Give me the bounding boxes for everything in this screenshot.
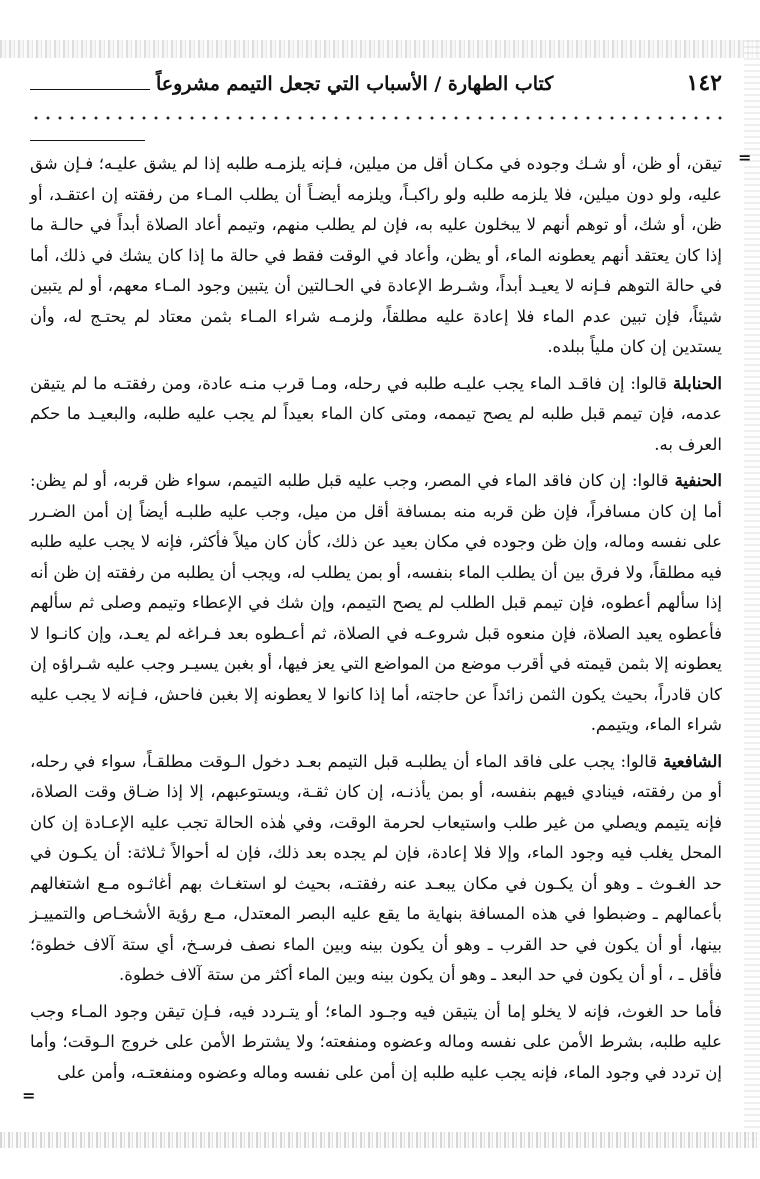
page-number: ١٤٢ <box>686 70 722 96</box>
footnote-text <box>30 149 722 1088</box>
header-title-wrap <box>30 73 553 95</box>
footnote-rule <box>30 140 145 141</box>
paragraph-ghawth <box>30 997 722 1089</box>
school-name-shafii: الشافعية <box>662 751 722 771</box>
dotted-separator <box>30 112 722 124</box>
paragraph-text: فأما حد الغوث، فإنه لا يخلو إما أن يتيقن فيه وجـود الماء؛ أو يتـردد فيه، فـإن تيقن وجود المـاء وجب عليه طلبه، بشرط الأمن على نفسه وماله وعضوه ومنفعته؛ ولا يشترط الأمن على خروج الـوقت؛ وأما إن تردد في وجود الماء، فإنه يجب عليه طلبه إن أمن على نفسه وماله وعضوه ومنفعتـه، وأمن على <box>30 1001 722 1082</box>
school-name-hanafi: الحنفية <box>674 471 722 490</box>
paragraph-text: قالوا: إن كان فاقد الماء في المصر، وجب عليه قبل طلبه التيمم، سواء ظن قربه، أو لم يظن: أما إن كان مسافراً، فإن ظن قربه منه بمسافة أقل من ميل، وجب عليه طلبـه أيضاً إن أمن الضـرر على نفسه وماله، وإن ظن وجوده في مكان بعيد عن ذلك، كأن كان ميلاً فأكثر، فإنه لا يجب عليه طلبه فيه مطلقاً، ولا فرق بين أن يطلب الماء بنفسه، أو بمن يطلب له، ويجب أن يطلبه من رفقته إن ظن أنه إذا سألهم أعطوه، فإن تيمم قبل الطلب لم يصح التيمم، وإن شك في الإعطاء وتيمم وصلى ثم سألهم فأعطوه يعيد الصلاة، فإن منعوه قبل شروعـه في الصلاة، ثم أعـطوه بعد فـراغه لم يعـد، وإن كانـوا لا يعطونه إلا بثمن قيمته في أقرب موضع من المواضع التي يعز فيها، أو بغبن يسيـر وجب عليه شـراؤه إن كان قادراً، بحيث يكون الثمن زائداً عن حاجته، أما إذا كانوا لا يعطونه إلا بغبن فاحش، فـإنه لا يجب عليه شراء الماء، ويتيمم. <box>30 471 722 734</box>
scan-edge-bottom <box>0 1132 760 1148</box>
running-title: كتاب الطهارة / الأسباب التي تجعل التيمم مشروعاً <box>156 73 554 95</box>
running-header <box>30 70 722 110</box>
paragraph-hanafi <box>30 466 722 741</box>
book-page <box>30 70 722 1094</box>
header-rule <box>30 77 150 90</box>
scan-edge-top <box>0 40 760 58</box>
continuation-mark-start: = <box>738 148 752 167</box>
paragraph-text: قالوا: إن فاقـد الماء يجب عليـه طلبه في رحله، ومـا قرب منـه عادة، ومن رفقتـه ما لم يتيقن عدمه، فإن تيمم قبل طلبه لم يصح تيممه، ومتى كان الماء بعيداً لم يجب عليه طلبه، والبعيـد ما حكم العرف به. <box>30 373 722 454</box>
paragraph-text: تيقن، أو ظن، أو شـك وجوده في مكـان أقل من ميلين، فـإنه يلزمـه طلبه إذا لم يشق عليـه؛ فـإن شق عليه، ولو دون ميلين، فلا يلزمه طلبه ولو راكبـاً، ويلزمه أيضـاً أن يطلب المـاء من رفقته إن اعتقـد، أو ظن، أو شك، أو توهم أنهم لا يبخلون عليه به، فإن لم يطلب منهم، وتيمم أعاد الصلاة أبداً في حالـة ما إذا كان يعتقد أنهم يعطونه الماء، أو يظن، وأعاد في الوقت فقط في حالة ما إذا كان يشك في ذلك، أما في حالة التوهم فـإنه لا يعيـد أبداً، وشـرط الإعادة في الحـالتين أن يتبين وجود المـاء معهم، أو لم يتبين شيئاً، فإن تبين عدم الماء فلا إعادة عليه مطلقاً، ولزمـه شراء المـاء بثمن معتاد لم يحتـج له، وأن يستدين إن كان ملياً ببلده. <box>30 154 722 356</box>
paragraph-shafii <box>30 747 722 991</box>
continuation-mark-end: = <box>22 1086 36 1105</box>
paragraph-maliki-continuation <box>30 149 722 363</box>
school-name-hanbali: الحنابلة <box>672 373 722 393</box>
paragraph-hanbali <box>30 369 722 461</box>
scan-edge-right <box>744 40 760 1140</box>
paragraph-text: قالوا: يجب على فاقد الماء أن يطلبـه قبل التيمم بعـد دخول الـوقت مطلقـاً، سواء في رحله، أو من رفقته، فينادي فيهم بنفسه، أو بمن يأذنـه، إن كان ثقـة، ويستوعبهم، إلا إذا ضـاق وقت الصلاة، فإنه يتيمم ويصلي من غير طلب واستيعاب لحرمة الوقت، وفي هٰذه الحالة تجب عليه الإعـادة إن كان المحل يغلب فيه وجود الماء، وإلا فلا إعادة، فإن لم يجده بعد ذلك، فإن له أحوالاً ثـلاثة: أن يكـون في حد الغـوث ـ وهو أن يكـون في مكان يبعـد عنه رفقتـه، بحيث لو استغـاث بهم أغاثـوه مـع اشتغالهم بأعمالهم ـ وضبطوا في هذه المسافة بنهاية ما يقع عليه البصر المعتدل، مـع رؤية الأشخـاص والتمييـز بينها، أو أن يكون في حد القرب ـ وهو أن يكون بينه وبين الماء نصف فرسـخ، أي ستة آلاف خطوة؛ فأقل ـ ، أو أن يكون في حد البعد ـ وهو أن يكون بينه وبين الماء أكثر من ستة آلاف خطوة. <box>30 751 722 984</box>
